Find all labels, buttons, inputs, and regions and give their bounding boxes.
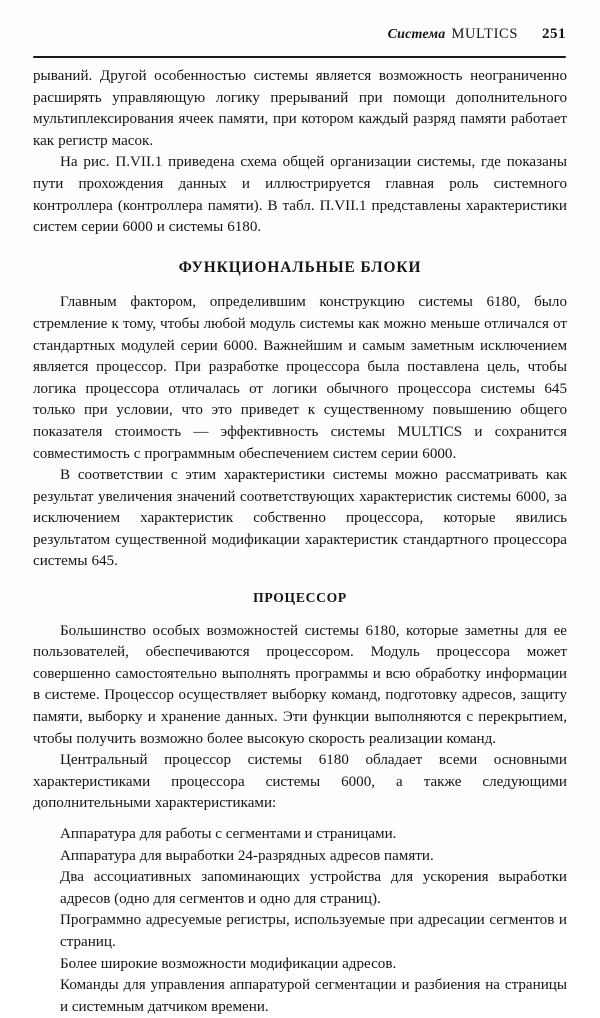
running-head: [33, 26, 566, 48]
paragraph-continuation: рываний. Другой особенностью системы является возможность неограниченно расширять управляющую логику прерываний при помощи дополнительного мультиплексирования ячеек памяти, при котором каждый разряд памяти работает как регистр масок.: [33, 68, 567, 149]
section-heading-functional-blocks: ФУНКЦИОНАЛЬНЫЕ БЛОКИ: [178, 258, 422, 276]
spacer-after-sub-heading: [33, 609, 567, 621]
spacer-before-characteristics-list: [33, 815, 567, 824]
list-item: Аппаратура для работы с сегментами и страницами.: [60, 826, 397, 842]
page-number: 251: [542, 26, 566, 42]
paragraph-system-characteristics: В соответствии с этим характеристики системы можно рассматривать как результат увеличения значений соответствующих характеристик системы 6000, за исключением характеристик собственно процессора, которые явились результатом существенной модификации характеристик стандартного процессора системы 645.: [33, 467, 567, 570]
characteristics-list: [33, 824, 567, 1018]
paragraph-central-processor: Центральный процессор системы 6180 обладает всеми основными характеристиками процессора системы 6000, а также следующими дополнительными характеристиками:: [33, 752, 567, 812]
paragraph-main-factor: Главным фактором, определившим конструкцию системы 6180, было стремление к тому, чтобы любой модуль системы как можно меньше отличался от стандартных модулей серии 6000. Важнейшим и самым заметным исключением является процессор. При разработке процессора была поставлена цель, чтобы логика процессора отличалась от логики обычного процессора системы 645 только при условии, что это приведет к существенному повышению общего показателя стоимость — эффективность системы MULTICS и сохранится совместимость с программным обеспечением систем серии 6000.: [33, 294, 567, 462]
paragraph-processor-capabilities: Большинство особых возможностей системы 6180, которые заметны для ее пользователей, обеспечиваются процессором. Модуль процессора может совершенно самостоятельно выполнять программы и всю обработку информации в системе. Процессор осуществляет выборку команд, подготовку адресов, защиту памяти, выборку и хранение данных. Эти функции выполняются с перекрытием, чтобы получить возможно более высокую скорость реализации команд.: [33, 622, 567, 747]
running-head-system-name: MULTICS: [451, 26, 518, 42]
sub-heading-processor: ПРОЦЕССОР: [253, 590, 347, 606]
body-text-block: [33, 66, 567, 1018]
list-item: Два ассоциативных запоминающих устройства для ускорения выработки адресов (одно для сегментов и одно для страниц).: [60, 869, 567, 907]
running-head-book-title: Система: [387, 27, 446, 42]
paragraph-figure-reference: На рис. П.VII.1 приведена схема общей организации системы, где показаны пути прохождения данных и иллюстрируется главная роль системного контроллера (контроллера памяти). В табл. П.VII.1 представлены характеристики систем серии 6000 и системы 6180.: [33, 154, 567, 236]
spacer-after-section-heading: [33, 278, 567, 292]
header-rule-divider: [33, 56, 566, 58]
spacer-before-sub-heading: [33, 573, 567, 587]
spacer-before-section-heading: [33, 239, 567, 257]
list-item: Более широкие возможности модификации адресов.: [60, 955, 397, 972]
list-item: Команды для управления аппаратурой сегментации и разбиения на страницы и системным датчиком времени.: [60, 977, 567, 1015]
list-item: Программно адресуемые регистры, используемые при адресации сегментов и страниц.: [60, 912, 567, 950]
list-item: Аппаратура для выработки 24-разрядных адресов памяти.: [60, 847, 434, 864]
